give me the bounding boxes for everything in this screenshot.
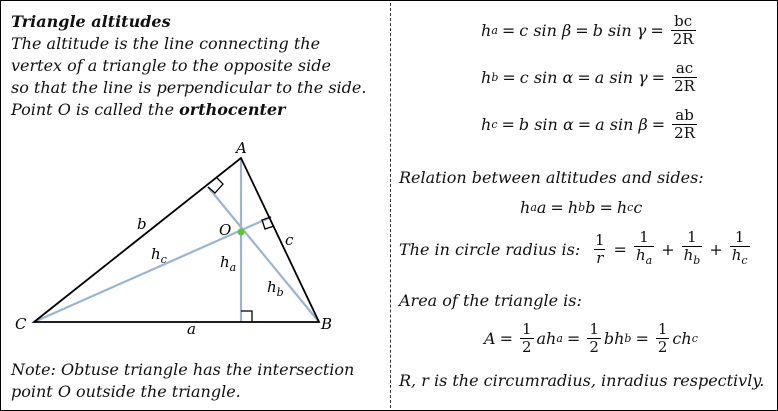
orthocenter-point [238, 229, 245, 236]
intro-line-4-text: Point O is called the [11, 100, 180, 119]
fraction-1-hb: $\frac{1}{h_b}$ [683, 228, 701, 267]
incircle-equation: $\frac{1}{r}$ = $\frac{1}{h_a}$ + $\frac{1}{h_b}$ + $\frac{1}{h_c}$ [595, 228, 748, 267]
intro-line-2: vertex of a triangle to the opposite side [11, 56, 331, 75]
fraction-half-1: $\frac{1}{2}$ [521, 320, 532, 356]
area-heading: Area of the triangle is: [399, 291, 582, 310]
fraction-1-ha: $\frac{1}{h_a}$ [635, 228, 653, 267]
footer-note: R, r is the circumradius, inradius respectivly. [399, 371, 765, 390]
fraction-half-2: $\frac{1}{2}$ [589, 320, 599, 356]
fraction-bc-2r: $\frac{bc}{2R}$ [672, 12, 694, 48]
intro-line-1: The altitude is the line connecting the [11, 34, 321, 53]
relation-heading: Relation between altitudes and sides: [399, 168, 704, 187]
relation-equation: h a a = h b b = h c c [520, 198, 643, 217]
formula-hb: h b = c sin α = a sin γ = $\frac{ac}{2R}$ [481, 59, 695, 95]
formula-ha: h a = c sin β = b sin γ = $\frac{bc}{2R}$ [481, 12, 694, 48]
incircle-heading: The in circle radius is: [399, 240, 581, 259]
formula-hc: h c = b sin α = a sin β = $\frac{ab}{2R}$ [481, 106, 695, 142]
note-line-2: point O outside the triangle. [11, 382, 241, 401]
altitude-label-hc: $h_c$ [151, 245, 167, 266]
altitude-label-hb: $h_b$ [267, 278, 284, 299]
orthocenter-term: orthocenter [179, 100, 286, 119]
side-label-b: b [137, 215, 147, 233]
vertex-label-a: A [236, 139, 247, 157]
orthocenter-label: O [219, 221, 232, 239]
vertex-label-b: B [321, 315, 333, 333]
right-angle-mark-a [241, 311, 252, 322]
fraction-1-hc: $\frac{1}{h_c}$ [731, 228, 748, 267]
obtuse-note [11, 359, 354, 403]
note-line-1: Note: Obtuse triangle has the intersection [11, 360, 355, 379]
column-divider [390, 3, 391, 408]
fraction-half-3: $\frac{1}{2}$ [657, 320, 668, 356]
side-label-a: a [187, 320, 196, 338]
intro-line-3: so that the line is perpendicular to the side. [11, 78, 367, 97]
triangle-diagram [1, 1, 390, 410]
fraction-ab-2r: $\frac{ab}{2R}$ [674, 106, 695, 142]
section-title: Triangle altitudes [11, 12, 171, 31]
fraction-1-r: $\frac{1}{r}$ [595, 230, 605, 267]
side-label-c: c [285, 231, 294, 249]
altitude-label-ha: $h_a$ [220, 253, 237, 274]
vertex-label-c: C [15, 315, 27, 333]
fraction-ac-2r: $\frac{ac}{2R}$ [674, 59, 695, 95]
area-equation: A = $\frac{1}{2}$ ah a = $\frac{1}{2}$ bh b = $\frac{1}{2}$ ch c [484, 320, 698, 356]
